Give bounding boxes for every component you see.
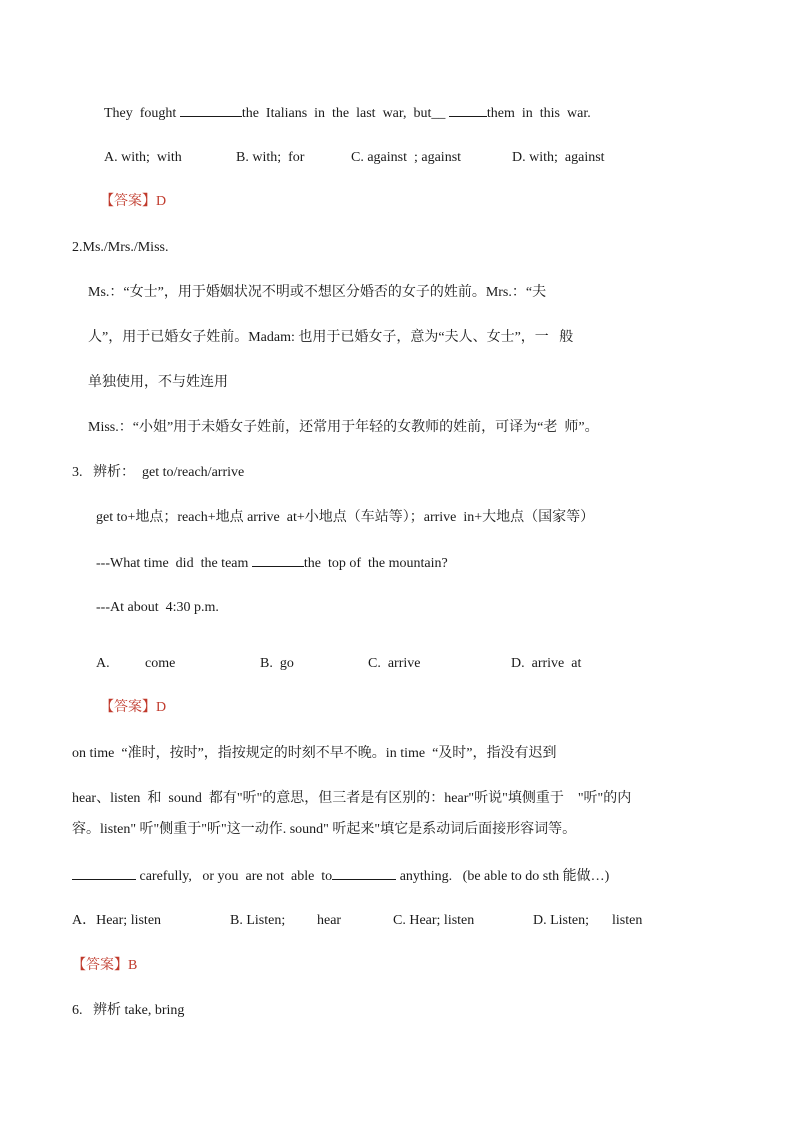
sec3-question-part-b: the top of the mountain? <box>303 556 448 571</box>
q1-option-d: D. with; against <box>512 150 605 165</box>
note-hear-line-1: hear、listen 和 sound 都有"听"的意思，但三者是有区别的：hear"听说"填侧重于 "听"的内 <box>72 791 632 806</box>
sec3-answer-value: D <box>156 700 167 715</box>
sec3-option-c: C. arrive <box>368 656 421 671</box>
sec3-heading <box>72 464 244 482</box>
q5-option-d-text: listen <box>612 913 643 928</box>
sec3-title: 辨析： get to/reach/arrive <box>93 465 245 480</box>
sec2-line-2: 人”，用于已婚女子姓前。Madam: 也用于已婚女子，意为“夫人、女士”，一 般 <box>88 330 574 345</box>
sec2-title: 2.Ms./Mrs./Miss. <box>72 240 169 255</box>
sec3-reply: ---At about 4:30 p.m. <box>96 600 219 615</box>
sec3-question-part-a: ---What time did the team <box>96 556 252 571</box>
sec6-heading <box>72 1002 184 1020</box>
sec3-option-a-letter: A. <box>96 656 110 671</box>
q1-stem-part-b: the Italians in the last war, but__ <box>241 106 449 121</box>
sec6-title: 辨析 take, bring <box>93 1003 185 1018</box>
q5-stem-part-c: anything. (be able to do sth 能做…) <box>396 869 610 884</box>
q1-answer-label: 【答案】 <box>100 194 156 209</box>
q1-stem-part-c: them in this war. <box>486 106 591 121</box>
q1-stem-part-a: They fought <box>104 106 180 121</box>
q1-option-b: B. with; for <box>236 150 305 165</box>
sec3-option-d: D. arrive at <box>511 656 582 671</box>
sec3-answer <box>100 699 166 717</box>
sec3-number: 3. <box>72 465 83 480</box>
sec3-rule: get to+地点；reach+地点 arrive at+小地点（车站等）；arrive in+大地点（国家等） <box>96 510 595 525</box>
sec3-option-b: B. go <box>260 656 294 671</box>
q1-answer <box>100 193 166 211</box>
q1-blank-2 <box>449 104 487 117</box>
q5-answer-value: B <box>128 958 138 973</box>
q1-option-c: C. against ; against <box>351 150 462 165</box>
sec3-question <box>96 554 448 573</box>
q1-option-a: A. with; with <box>104 150 182 165</box>
note-on-time: on time “准时，按时”，指按规定的时刻不早不晚。in time “及时”，指没有迟到 <box>72 746 557 761</box>
q5-answer-label: 【答案】 <box>72 958 128 973</box>
q5-blank-2 <box>332 867 396 880</box>
q1-stem <box>104 104 591 123</box>
q5-option-d-label: D. Listen; <box>533 913 589 928</box>
q5-answer <box>72 957 137 975</box>
q5-stem <box>72 867 609 886</box>
q1-blank-1 <box>180 104 242 117</box>
q5-option-c: C. Hear; listen <box>393 913 475 928</box>
sec3-answer-label: 【答案】 <box>100 700 156 715</box>
q5-option-b-label: B. Listen; <box>230 913 286 928</box>
sec6-number: 6. <box>72 1003 83 1018</box>
q5-option-b-text: hear <box>317 913 342 928</box>
q5-stem-part-b: carefully, or you are not able to <box>136 869 333 884</box>
q1-answer-value: D <box>156 194 167 209</box>
sec2-line-1: Ms.：“女士”，用于婚姻状况不明或不想区分婚否的女子的姓前。Mrs.：“夫 <box>88 285 547 300</box>
q5-blank-1 <box>72 867 136 880</box>
note-hear-line-2: 容。listen" 听"侧重于"听"这一动作. sound" 听起来"填它是系动词后面接形容词等。 <box>72 822 577 837</box>
sec3-option-a-text: come <box>145 656 176 671</box>
sec3-blank <box>252 554 304 567</box>
sec2-line-3: 单独使用，不与姓连用 <box>88 375 228 390</box>
q5-option-a: A．Hear; listen <box>72 913 162 928</box>
sec2-line-4: Miss.：“小姐”用于未婚女子姓前，还常用于年轻的女教师的姓前，可译为“老 师”。 <box>88 420 599 435</box>
